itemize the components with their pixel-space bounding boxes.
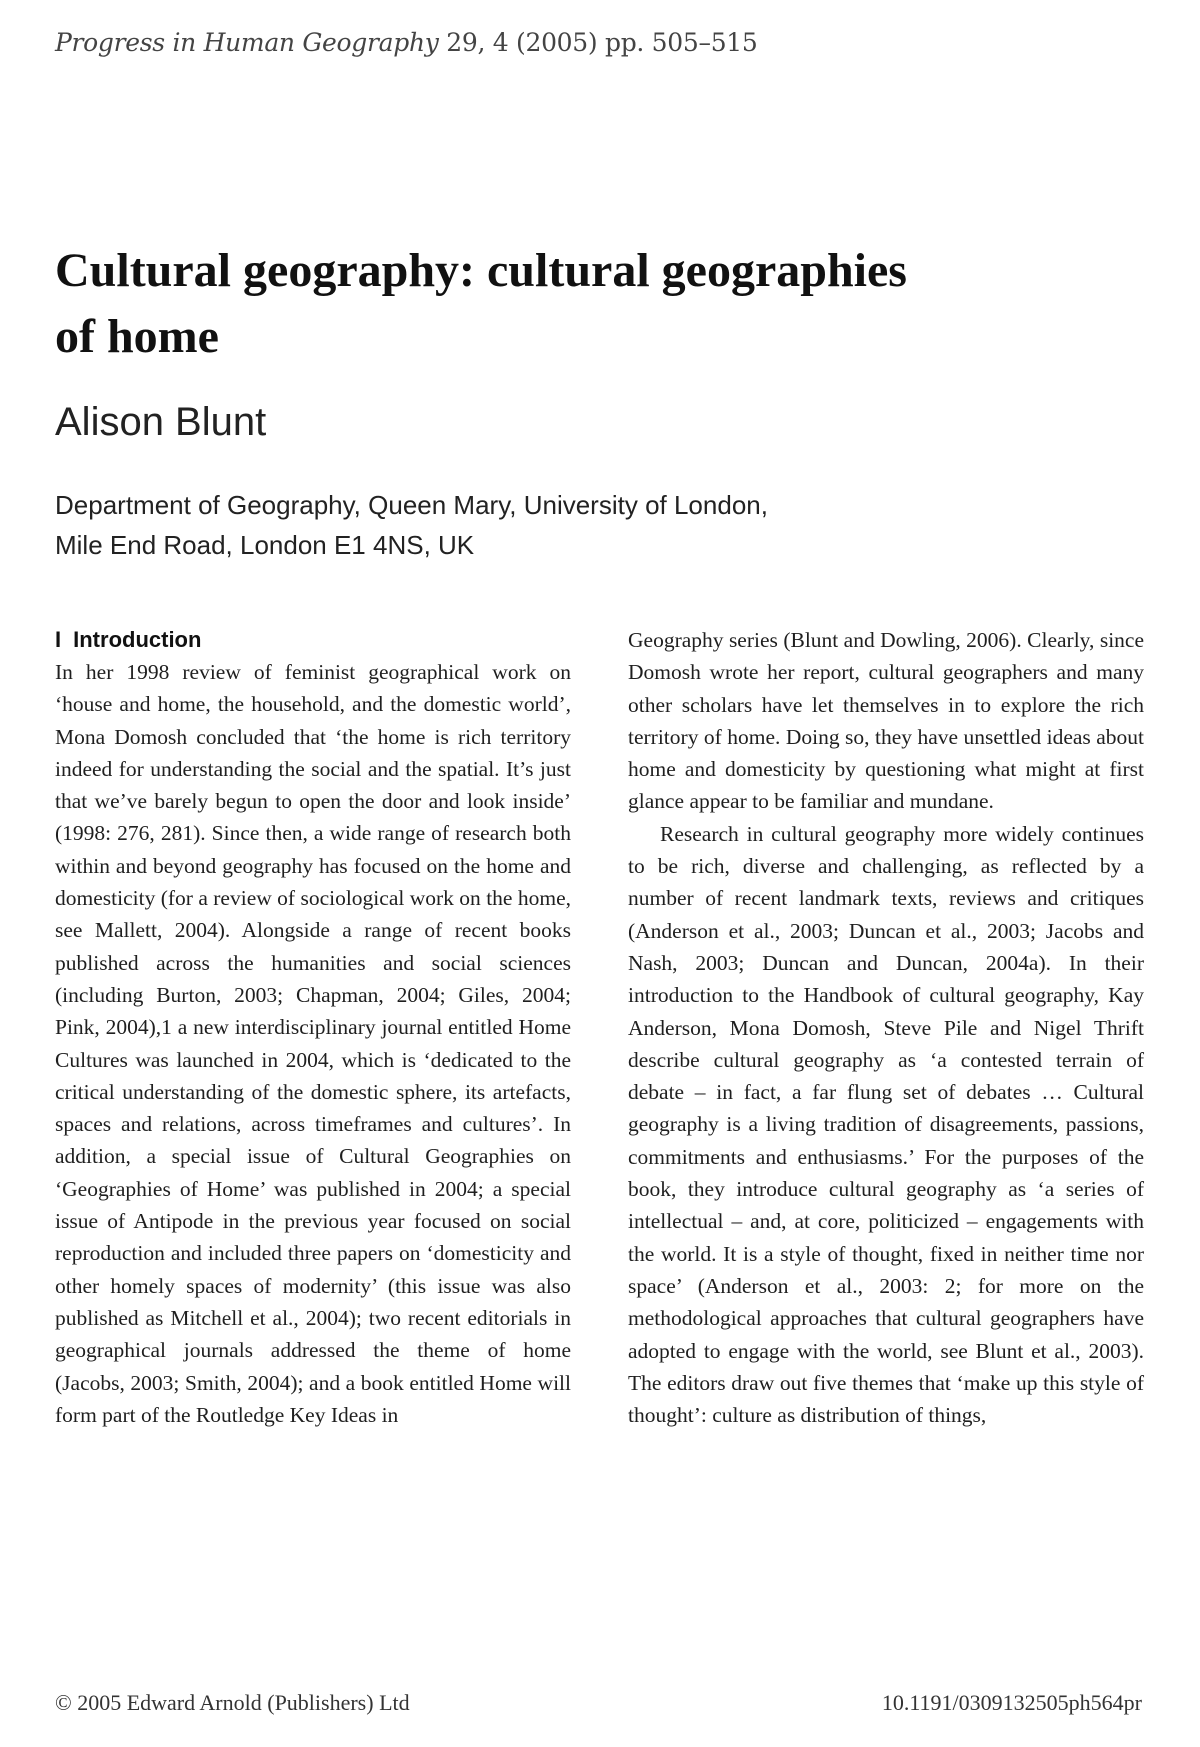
running-head xyxy=(55,28,758,57)
affiliation-line-2: Mile End Road, London E1 4NS, UK xyxy=(55,530,475,560)
right-column xyxy=(628,624,1144,1431)
section-number: I xyxy=(55,627,62,652)
volume-pages: 29, 4 (2005) pp. 505–515 xyxy=(446,28,758,57)
section-title: Introduction xyxy=(73,627,202,652)
copyright-notice: © 2005 Edward Arnold (Publishers) Ltd xyxy=(55,1690,410,1715)
journal-name: Progress in Human Geography xyxy=(55,28,439,57)
section-heading xyxy=(55,624,571,656)
doi-identifier: 10.1191/0309132505ph564pr xyxy=(881,1690,1142,1715)
body-paragraph-3: Research in cultural geography more widely continues to be rich, diverse and challenging, as reflected by a number of recent landmark texts, reviews and critiques (Anderson et al., 2003; Duncan et al., 2003; Jacobs and Nash, 2003; Duncan and Duncan, 2004a). In their introduction to the Handbook of cultural geography, Kay Anderson, Mona Domosh, Steve Pile and Nigel Thrift describe cultural geography as ‘a contested terrain of debate – in fact, a far flung set of debates … Cultural geography is a living tradition of disagreements, passions, commitments and enthusiasms.’ For the purposes of the book, they introduce cultural geography as ‘a series of intellectual – and, at core, politicized – engagements with the world. It is a style of thought, fixed in neither time nor space’ (Anderson et al., 2003: 2; for more on the methodological approaches that cultural geographers have adopted to engage with the world, see Blunt et al., 2003). The editors draw out five themes that ‘make up this style of thought’: culture as distribution of things, xyxy=(628,821,1144,1428)
author-affiliation xyxy=(55,485,768,565)
article-title: Cultural geography: cultural geographies of home xyxy=(55,244,907,363)
affiliation-line-1: Department of Geography, Queen Mary, University of London, xyxy=(55,490,768,520)
left-column xyxy=(55,624,571,1431)
body-paragraph-1: In her 1998 review of feminist geographical work on ‘house and home, the household, and the domestic world’, Mona Domosh concluded that ‘the home is rich territory indeed for understanding the social and the spatial. It’s just that we’ve barely begun to open the door and look inside’ (1998: 276, 281). Since then, a wide range of research both within and beyond geography has focused on the home and domesticity (for a review of sociological work on the home, see Mallett, 2004). Alongside a range of recent books published across the humanities and social sciences (including Burton, 2003; Chapman, 2004; Giles, 2004; Pink, 2004),1 a new interdisciplinary journal entitled Home Cultures was launched in 2004, which is ‘dedicated to the critical understanding of the domestic sphere, its artefacts, spaces and relations, across timeframes and cultures’. In addition, a special issue of Cultural Geographies on ‘Geographies of Home’ was published in 2004; a special issue of Antipode in the previous year focused on social reproduction and included three papers on ‘domesticity and other homely spaces of modernity’ (this issue was also published as Mitchell et al., 2004); two recent editorials in geographical journals addressed the theme of home (Jacobs, 2003; Smith, 2004); and a book entitled Home will form part of the Routledge Key Ideas in xyxy=(55,660,571,1427)
body-paragraph-2: Geography series (Blunt and Dowling, 2006). Clearly, since Domosh wrote her report, cultural geographers and many other scholars have let themselves in to explore the rich territory of home. Doing so, they have unsettled ideas about home and domesticity by questioning what might at first glance appear to be familiar and mundane. xyxy=(628,628,1144,814)
author-name: Alison Blunt xyxy=(55,400,267,444)
